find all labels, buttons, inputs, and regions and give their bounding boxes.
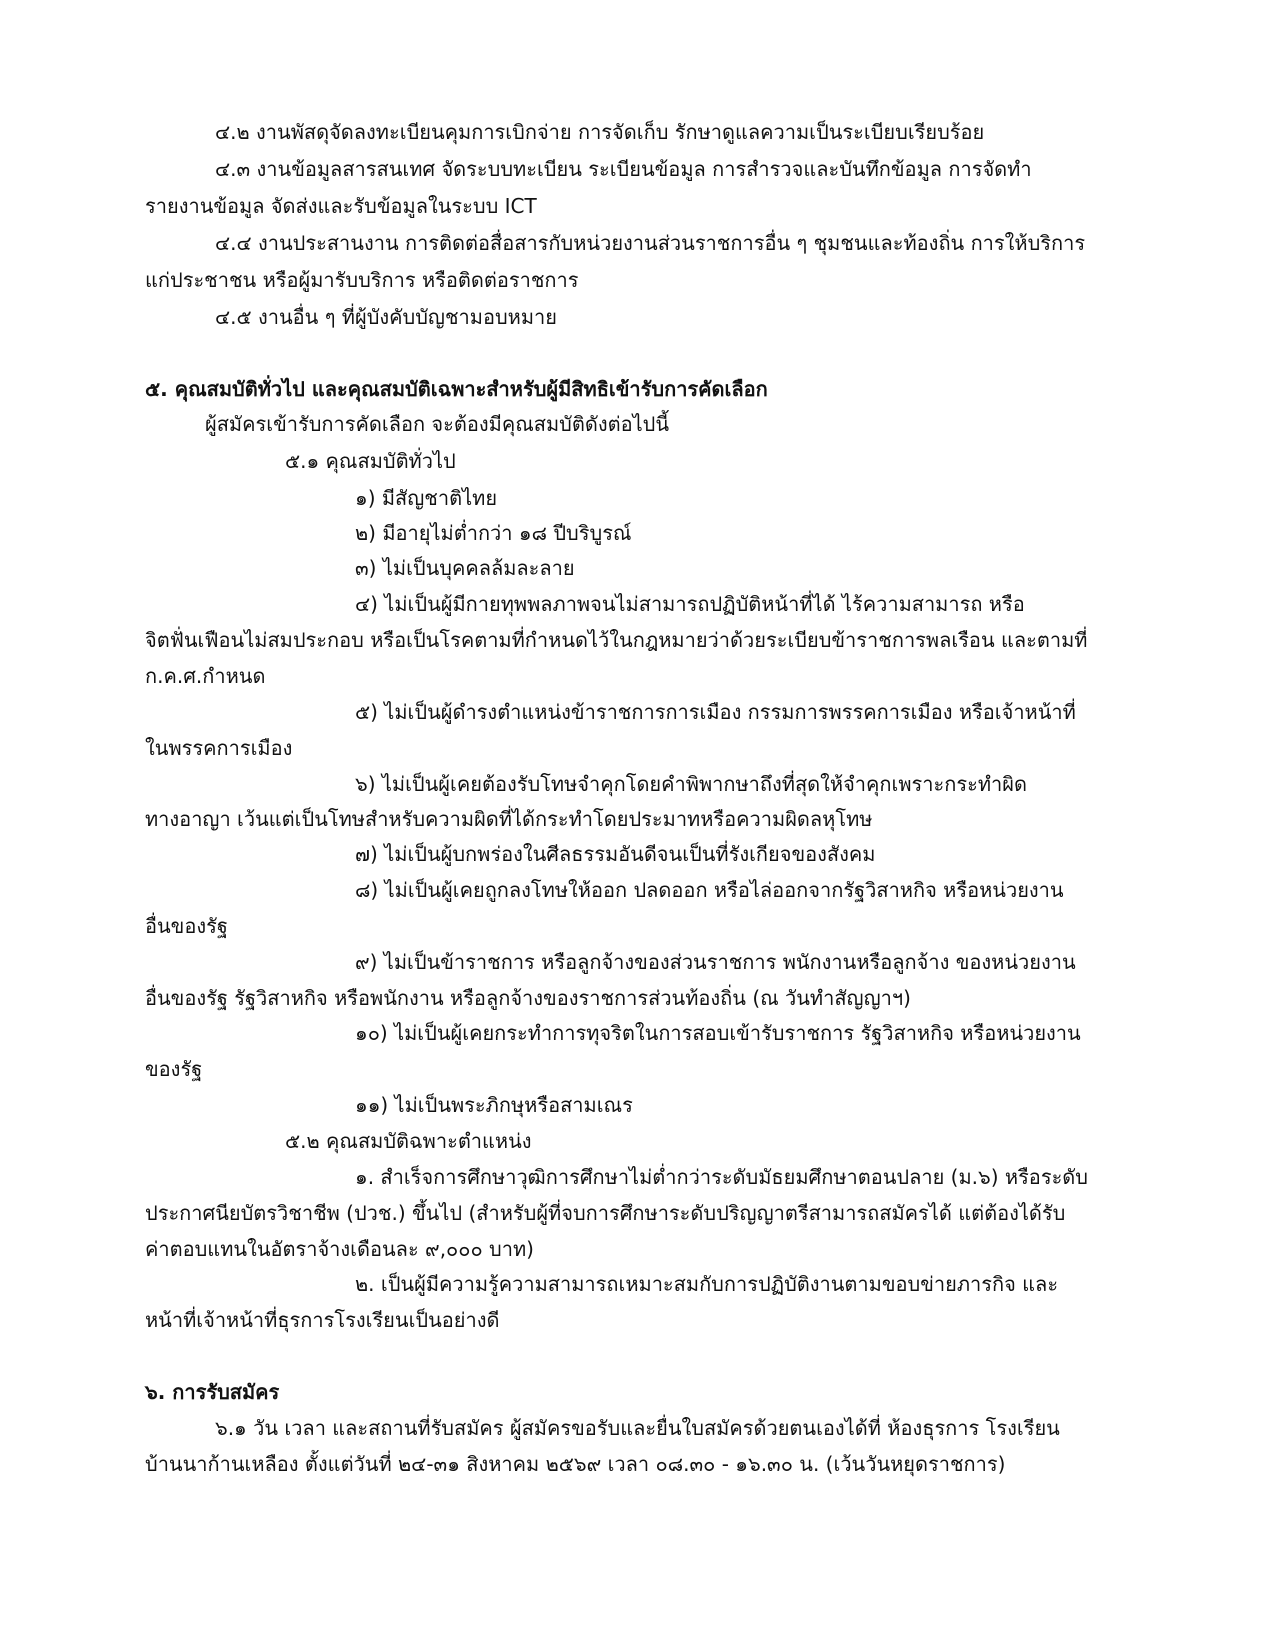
qualification-11: ๑๑) ไม่เป็นพระภิกษุหรือสามเณร [355, 1093, 633, 1117]
position-qualification-2: ๒. เป็นผู้มีความรู้ความสามารถเหมาะสมกับการปฏิบัติงานตามขอบข่ายภารกิจ และ [355, 1272, 1059, 1296]
section-5-heading: ๕. คุณสมบัติทั่วไป และคุณสมบัติเฉพาะสำหรับผู้มีสิทธิเข้ารับการคัดเลือก [145, 377, 768, 401]
position-qualification-1-continued-1: ประกาศนียบัตรวิชาชีพ (ปวช.) ขึ้นไป (สำหรับผู้ที่จบการศึกษาระดับปริญญาตรีสามารถสมัครได้ แต่ต้องได้รับ [145, 1201, 1066, 1225]
item-6-1: ๖.๑ วัน เวลา และสถานที่รับสมัคร ผู้สมัครขอรับและยื่นใบสมัครด้วยตนเองได้ที่ ห้องธุรการ โรงเรียน [215, 1416, 1060, 1440]
subsection-5-2-title: ๕.๒ คุณสมบัติฉพาะตำแหน่ง [285, 1129, 532, 1153]
qualification-10: ๑๐) ไม่เป็นผู้เคยกระทำการทุจริตในการสอบเข้ารับราชการ รัฐวิสาหกิจ หรือหน่วยงาน [355, 1021, 1081, 1045]
subsection-5-1-title: ๕.๑ คุณสมบัติทั่วไป [285, 449, 456, 473]
position-qualification-1-continued-2: ค่าตอบแทนในอัตราจ้างเดือนละ ๙,๐๐๐ บาท) [145, 1237, 534, 1261]
section-5-intro: ผู้สมัครเข้ารับการคัดเลือก จะต้องมีคุณสมบัติดังต่อไปนี้ [205, 412, 670, 436]
item-4-5: ๔.๕ งานอื่น ๆ ที่ผู้บังคับบัญชามอบหมาย [215, 305, 557, 329]
qualification-5: ๕) ไม่เป็นผู้ดำรงตำแหน่งข้าราชการการเมือง กรรมการพรรคการเมือง หรือเจ้าหน้าที่ [355, 700, 1076, 724]
item-4-3-continued: รายงานข้อมูล จัดส่งและรับข้อมูลในระบบ ICT [145, 194, 537, 218]
item-4-2: ๔.๒ งานพัสดุจัดลงทะเบียนคุมการเบิกจ่าย การจัดเก็บ รักษาดูแลความเป็นระเบียบเรียบร้อย [215, 120, 985, 144]
qualification-7: ๗) ไม่เป็นผู้บกพร่องในศีลธรรมอันดีจนเป็นที่รังเกียจของสังคม [355, 842, 876, 866]
qualification-4-continued-2: ก.ค.ศ.กำหนด [145, 664, 266, 688]
qualification-2: ๒) มีอายุไม่ต่ำกว่า ๑๘ ปีบริบูรณ์ [355, 521, 632, 545]
qualification-4-continued-1: จิตฟั่นเฟือนไม่สมประกอบ หรือเป็นโรคตามที่กำหนดไว้ในกฎหมายว่าด้วยระเบียบข้าราชการพลเรือน และตามที่ [145, 628, 1088, 652]
qualification-5-continued: ในพรรคการเมือง [145, 736, 293, 760]
section-6-heading: ๖. การรับสมัคร [145, 1380, 280, 1404]
qualification-3: ๓) ไม่เป็นบุคคลล้มละลาย [355, 556, 575, 580]
position-qualification-1: ๑. สำเร็จการศึกษาวุฒิการศึกษาไม่ต่ำกว่าระดับมัธยมศึกษาตอนปลาย (ม.๖) หรือระดับ [355, 1165, 1088, 1189]
item-4-4-continued: แก่ประชาชน หรือผู้มารับบริการ หรือติดต่อราชการ [145, 268, 579, 292]
qualification-10-continued: ของรัฐ [145, 1057, 203, 1081]
item-6-1-continued: บ้านนาก้านเหลือง ตั้งแต่วันที่ ๒๔-๓๑ สิงหาคม ๒๕๖๙ เวลา ๐๘.๓๐ - ๑๖.๓๐ น. (เว้นวันหยุดราชการ) [145, 1452, 1006, 1476]
qualification-8: ๘) ไม่เป็นผู้เคยถูกลงโทษให้ออก ปลดออก หรือไล่ออกจากรัฐวิสาหกิจ หรือหน่วยงาน [355, 878, 1064, 902]
qualification-6: ๖) ไม่เป็นผู้เคยต้องรับโทษจำคุกโดยคำพิพากษาถึงที่สุดให้จำคุกเพราะกระทำผิด [355, 772, 1027, 796]
qualification-1: ๑) มีสัญชาติไทย [355, 486, 498, 510]
item-4-3: ๔.๓ งานข้อมูลสารสนเทศ จัดระบบทะเบียน ระเบียนข้อมูล การสำรวจและบันทึกข้อมูล การจัดทำ [215, 157, 1032, 181]
item-4-4: ๔.๔ งานประสานงาน การติดต่อสื่อสารกับหน่วยงานส่วนราชการอื่น ๆ ชุมชนและท้องถิ่น การให้บริการ [215, 231, 1086, 255]
qualification-4: ๔) ไม่เป็นผู้มีกายทุพพลภาพจนไม่สามารถปฏิบัติหน้าที่ได้ ไร้ความสามารถ หรือ [355, 592, 1025, 616]
qualification-9: ๙) ไม่เป็นข้าราชการ หรือลูกจ้างของส่วนราชการ พนักงานหรือลูกจ้าง ของหน่วยงาน [355, 950, 1076, 974]
qualification-6-continued: ทางอาญา เว้นแต่เป็นโทษสำหรับความผิดที่ได้กระทำโดยประมาทหรือความผิดลหุโทษ [145, 807, 873, 831]
position-qualification-2-continued: หน้าที่เจ้าหน้าที่ธุรการโรงเรียนเป็นอย่างดี [145, 1308, 500, 1332]
qualification-8-continued: อื่นของรัฐ [145, 914, 228, 938]
qualification-9-continued: อื่นของรัฐ รัฐวิสาหกิจ หรือพนักงาน หรือลูกจ้างของราชการส่วนท้องถิ่น (ณ วันทำสัญญาฯ) [145, 986, 911, 1010]
